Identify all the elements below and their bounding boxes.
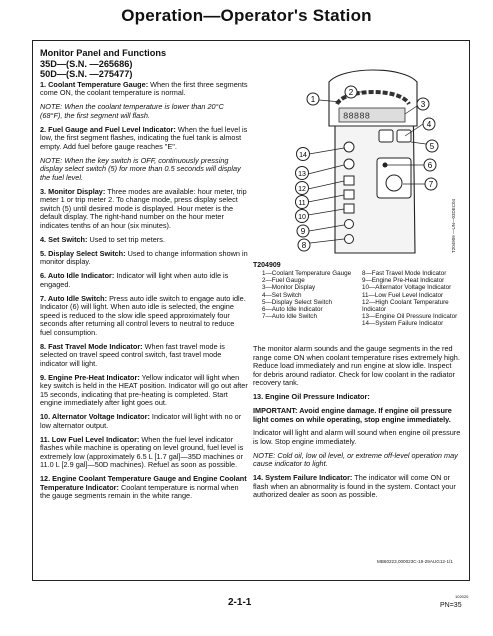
item-13-important: IMPORTANT: Avoid engine damage. If engine oil pressure light comes on while operating, stop engine immediately. (253, 406, 452, 424)
section-subheading-50d: 50D—(S.N. —275477) (40, 69, 133, 79)
item-2-text: When the fuel level is low, the first segment flashes, indicating the fuel tank is almost empty. Add fuel before gauge reaches "E". (40, 124, 248, 151)
legend-item-4: 4—Set Switch (262, 291, 302, 299)
legend-item-3: 3—Monitor Display (262, 284, 316, 292)
legend-item-12: 12—High Coolant Temperature Indicator (362, 298, 449, 314)
monitor-panel-illustration (253, 48, 461, 263)
item-1-heading: 1. Coolant Temperature Gauge: (40, 79, 149, 89)
callout-12: 12 (298, 186, 306, 193)
section-heading: Monitor Panel and Functions (40, 48, 167, 58)
monitor-panel-figure (253, 48, 461, 263)
item-2-note: NOTE: When the key switch is OFF, continuously pressing display select switch (5) for more than 0.5 seconds will display the fuel level. (40, 155, 241, 182)
legend-item-6: 6—Auto Idle Indicator (262, 306, 323, 314)
legend-item-9: 9—Engine Pre-Heat Indicator (362, 277, 445, 285)
section-subheading-35d: 35D—(S.N. —265686) (40, 58, 133, 69)
legend-item-8: 8—Fast Travel Mode Indicator (362, 270, 447, 277)
figure-caption: T204909 (253, 262, 281, 269)
item-4-text: Used to set trip meters. (89, 234, 165, 244)
item-1 (40, 81, 248, 98)
callout-7: 7 (428, 180, 434, 189)
pn-label: PN=35 (440, 602, 462, 609)
item-14 (253, 474, 461, 500)
item-12-text: Coolant temperature is normal when the gauge segments remain in the white range. (40, 482, 239, 500)
item-13-text: Indicator will light and alarm will sound when engine oil pressure is low. Stop engine immediately. (253, 428, 461, 446)
alternator-icon (344, 204, 354, 213)
legend-item-5: 5—Display Select Switch (262, 298, 332, 306)
legend-item-2: 2—Fuel Gauge (262, 277, 305, 285)
item-8 (40, 343, 248, 369)
item-8-text: When fast travel mode is selected on travel speed control switch, fast travel mode indicator will light. (40, 341, 225, 368)
item-3 (40, 188, 248, 231)
item-4 (40, 236, 248, 245)
left-column (40, 48, 248, 506)
legend-item-11: 11—Low Fuel Level Indicator (362, 291, 444, 299)
item-5-heading: 5. Display Select Switch: (40, 248, 126, 258)
callout-3: 3 (420, 100, 426, 109)
item-12 (40, 475, 248, 501)
preheat-icon (345, 220, 354, 229)
item-13-note: NOTE: Cold oil, low oil level, or extreme off-level operation may cause indicator to light. (253, 450, 458, 468)
set-switch-shape (379, 130, 393, 142)
item-1-note: NOTE: When the coolant temperature is lower than 20°C (68°F), the first segment will flash. (40, 102, 224, 120)
page-title: Operation—Operator's Station (121, 6, 372, 25)
page-number: 2-1-1 (228, 597, 252, 608)
auto-idle-switch-shape (377, 158, 411, 198)
low-fuel-icon (344, 190, 354, 199)
callout-14: 14 (299, 152, 307, 159)
item-10-heading: 10. Alternator Voltage Indicator: (40, 412, 150, 421)
callout-4: 4 (426, 120, 432, 129)
legend-right-column (362, 270, 466, 328)
item-2 (40, 126, 248, 152)
item-13-heading (253, 393, 461, 402)
item-11 (40, 436, 248, 470)
system-failure-icon (344, 142, 354, 152)
figure-side-code: T204909 —UN—03DEC04 (451, 198, 456, 253)
document-reference: MB60223,000023C-19-29AUG12-1/1 (377, 559, 453, 564)
item-11-heading: 11. Low Fuel Level Indicator: (40, 434, 140, 444)
small-code: 102020 (455, 594, 469, 599)
item-14-text: The indicator will come ON or flash when an abnormality is found in the system. Contact your authorized dealer as soon as possible. (253, 473, 456, 499)
legend-item-7: 7—Auto Idle Switch (262, 313, 317, 321)
item-9-heading: 9. Engine Pre-Heat Indicator: (40, 372, 140, 382)
callout-5: 5 (429, 142, 435, 151)
item-5-text: Used to change information shown in monitor display. (40, 248, 248, 266)
item-9-text: Yellow indicator will light when key switch is held in the HEAT position. Indicator will go out after 15 seconds, indicating that pre-heating is completed. Start engine immediately after light goes out. (40, 372, 248, 407)
callout-2: 2 (348, 88, 354, 97)
item-8-heading: 8. Fast Travel Mode Indicator: (40, 341, 143, 351)
item-7 (40, 295, 248, 338)
item-4-heading: 4. Set Switch: (40, 234, 88, 244)
coolant-temp-indicator-icon (344, 176, 354, 185)
item-13-heading-text: 13. Engine Oil Pressure Indicator: (253, 392, 370, 401)
item-7-text: Press auto idle switch to engage auto idle. Indicator (6) will light. When auto idle is selected, the engine speed is reduced to the slow idle speed approximately four seconds after returning all control levers to neutral to reduce fuel consumption. (40, 293, 246, 337)
item-12-heading: 12. Engine Coolant Temperature Gauge and Engine Coolant Temperature Indicator: (40, 474, 247, 492)
fast-travel-icon (345, 235, 354, 244)
item-12-continued: The monitor alarm sounds and the gauge segments in the red range come ON when coolant temperature rises extremely high. Reduce load immediately and run engine at slow idle. Inspect for debris around radiator. Check for low coolant in the radiator recovery tank. (253, 344, 460, 387)
callout-8: 8 (301, 241, 307, 250)
item-10-text: Indicator will light with no or low alternator output. (40, 412, 242, 430)
item-3-heading: 3. Monitor Display: (40, 186, 106, 196)
legend-item-14: 14—System Failure Indicator (362, 320, 444, 328)
item-9 (40, 374, 248, 408)
item-6 (40, 272, 248, 289)
item-1-text: When the first three segments come ON, the coolant temperature is normal. (40, 79, 248, 97)
item-2-heading: 2. Fuel Gauge and Fuel Level Indicator: (40, 124, 176, 134)
item-7-heading: 7. Auto Idle Switch: (40, 293, 108, 303)
item-10 (40, 413, 248, 430)
item-14-heading: 14. System Failure Indicator: (253, 473, 353, 482)
item-11-text: When the fuel level indicator flashes while machine is operating on level ground, fuel level is extremely low (approximately 6.5 L [1.7 gal]—35D machines or 11.0 L [2.9 gal]—50D machines). Refuel as soon as possible. (40, 434, 244, 469)
callout-6: 6 (427, 161, 433, 170)
callout-13: 13 (298, 171, 306, 178)
oil-pressure-icon (344, 159, 354, 169)
callout-10: 10 (298, 214, 306, 221)
lcd-digits: 88888 (343, 111, 371, 122)
display-select-switch-shape (397, 130, 411, 142)
right-column (253, 345, 461, 505)
item-6-heading: 6. Auto Idle Indicator: (40, 271, 115, 280)
item-3-text: Three modes are available: hour meter, trip meter 1 or trip meter 2. To change mode, press display select switch (5) until desired mode is displayed. Hour meter is the default display. The right-hand number on the hour meter indicates tenths of an hour (six minutes). (40, 186, 247, 230)
legend-item-13: 13—Engine Oil Pressure Indicator (362, 313, 458, 321)
item-5 (40, 250, 248, 267)
item-6-text: Indicator will light when auto idle is engaged. (40, 271, 229, 289)
legend-item-10: 10—Alternator Voltage Indicator (362, 284, 452, 292)
legend-item-1: 1—Coolant Temperature Gauge (262, 270, 352, 277)
callout-1: 1 (310, 95, 316, 104)
callout-11: 11 (298, 200, 306, 207)
legend-left-column (262, 270, 358, 320)
callout-9: 9 (300, 227, 306, 236)
